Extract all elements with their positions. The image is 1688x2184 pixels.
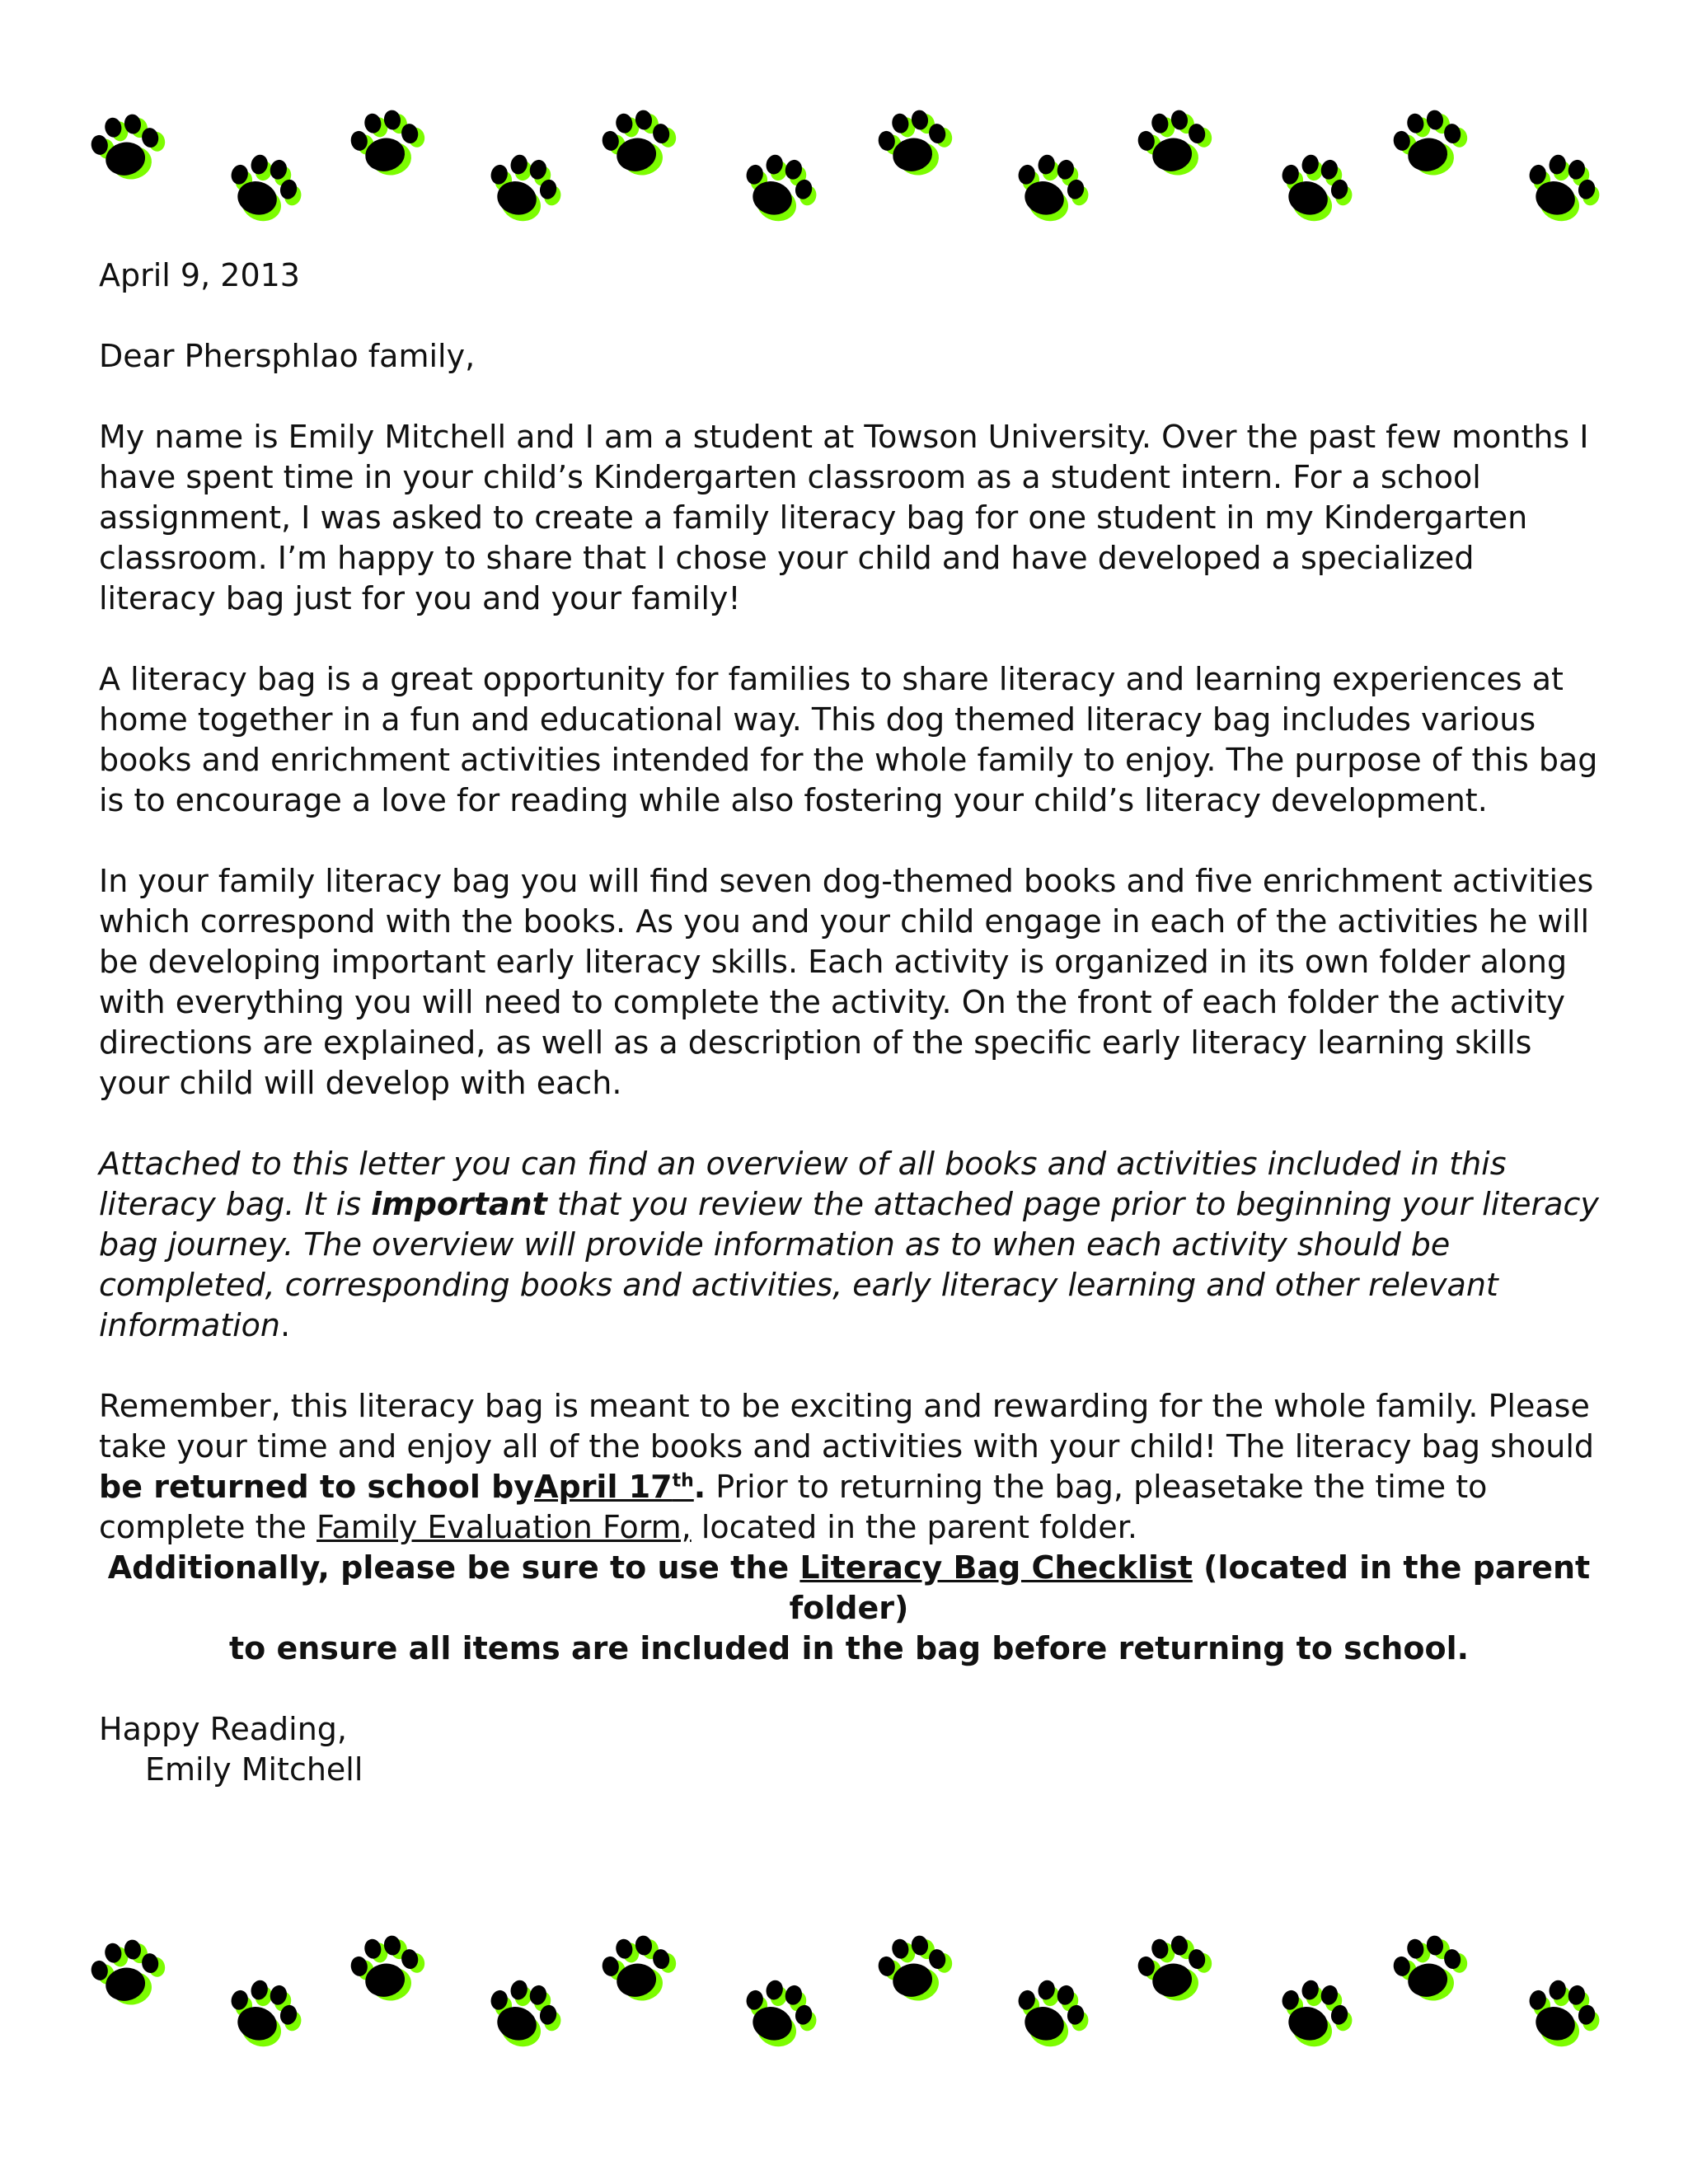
paw-print-icon: [209, 1963, 318, 2066]
paw-border-top: [0, 91, 1688, 239]
paw-print-icon: [724, 138, 833, 241]
paw-print-icon: [863, 96, 967, 193]
paw-print-icon: [1378, 96, 1482, 193]
paragraph-intro: My name is Emily Mitchell and I am a student at Towson University. Over the past few months I have spent time in your child’s Kindergarten classroom as a student intern. For a school assignment, I was asked to create a family literacy bag for one student in my Kindergarten classroom. I’m happy to share that I chose your child and have developed a specialized literacy bag just for you and your family!: [99, 419, 1589, 616]
paw-print-icon: [996, 1963, 1105, 2066]
paw-print-icon: [1260, 1963, 1369, 2066]
paw-border-bottom: [0, 1916, 1688, 2064]
overview-period: .: [279, 1307, 291, 1343]
checklist-text-c: to ensure all items are included in the bag before returning to school.: [228, 1630, 1470, 1666]
paw-print-icon: [996, 138, 1105, 241]
paw-print-icon: [863, 1921, 967, 2018]
paw-print-icon: [587, 1921, 691, 2018]
letter-date: April 9, 2013: [99, 257, 300, 293]
return-text-c: located in the parent folder.: [691, 1509, 1138, 1545]
paw-print-icon: [76, 1925, 180, 2022]
paw-print-icon: [1507, 138, 1616, 241]
paw-print-icon: [724, 1963, 833, 2066]
overview-text-b: that you review the attached page prior to beginning your literacy bag journey. The overview will provide information as to when each activity should be completed, corresponding books and activities, early literacy learning and other relevant information: [99, 1186, 1599, 1343]
return-text-a: Remember, this literacy bag is meant to be exciting and rewarding for the whole family. Please take your time and enjoy all of the books and activities with your child! The literacy bag should: [99, 1388, 1595, 1465]
paw-print-icon: [76, 100, 180, 197]
return-text-b: Prior to returning the bag, pleasetake the time to complete the: [99, 1469, 1488, 1545]
paw-print-icon: [335, 1921, 439, 2018]
checklist-note: [99, 1548, 1599, 1669]
letter-greeting: Dear Phersphlao family,: [99, 338, 476, 374]
letter-closing: Happy Reading,: [99, 1711, 347, 1747]
paragraph-contents: In your family literacy bag you will find seven dog-themed books and five enrichment activities which correspond with the books. As you and your child engage in each of the activities he will be developing important early literacy skills. Each activity is organized in its own folder along with everything you will need to complete the activity. On the front of each folder the activity directions are explained, as well as a description of the specific early literacy learning skills your child will develop with each.: [99, 863, 1594, 1101]
paragraph-return: [99, 1386, 1599, 1548]
paw-print-icon: [209, 138, 318, 241]
family-evaluation-form: Family Evaluation Form,: [316, 1509, 692, 1545]
return-period: .: [693, 1469, 706, 1505]
paragraph-overview: [99, 1144, 1599, 1346]
letter-signature: Emily Mitchell: [145, 1751, 363, 1788]
checklist-text-b: (located in the parent folder): [789, 1549, 1591, 1626]
paw-print-icon: [1123, 96, 1226, 193]
checklist-text-a: Additionally, please be sure to use the: [107, 1549, 800, 1586]
paw-print-icon: [1260, 138, 1369, 241]
literacy-bag-checklist: Literacy Bag Checklist: [799, 1549, 1193, 1586]
letter-body: [99, 255, 1599, 1790]
paw-print-icon: [335, 96, 439, 193]
return-date: April 17th: [534, 1469, 694, 1505]
paw-print-icon: [1378, 1921, 1482, 2018]
paw-print-icon: [1507, 1963, 1616, 2066]
return-by: be returned to school by: [99, 1469, 535, 1505]
paw-print-icon: [469, 1963, 578, 2066]
paw-print-icon: [469, 138, 578, 241]
paragraph-literacy-bag: A literacy bag is a great opportunity for families to share literacy and learning experiences at home together in a fun and educational way. This dog themed literacy bag includes various books and enrichment activities intended for the whole family to enjoy. The purpose of this bag is to encourage a love for reading while also fostering your child’s literacy development.: [99, 661, 1598, 818]
overview-important: important: [371, 1186, 547, 1222]
paw-print-icon: [1123, 1921, 1226, 2018]
paw-print-icon: [587, 96, 691, 193]
overview-text-a: Attached to this letter you can find an overview of all books and activities included in this literacy bag. It is: [99, 1146, 1507, 1222]
